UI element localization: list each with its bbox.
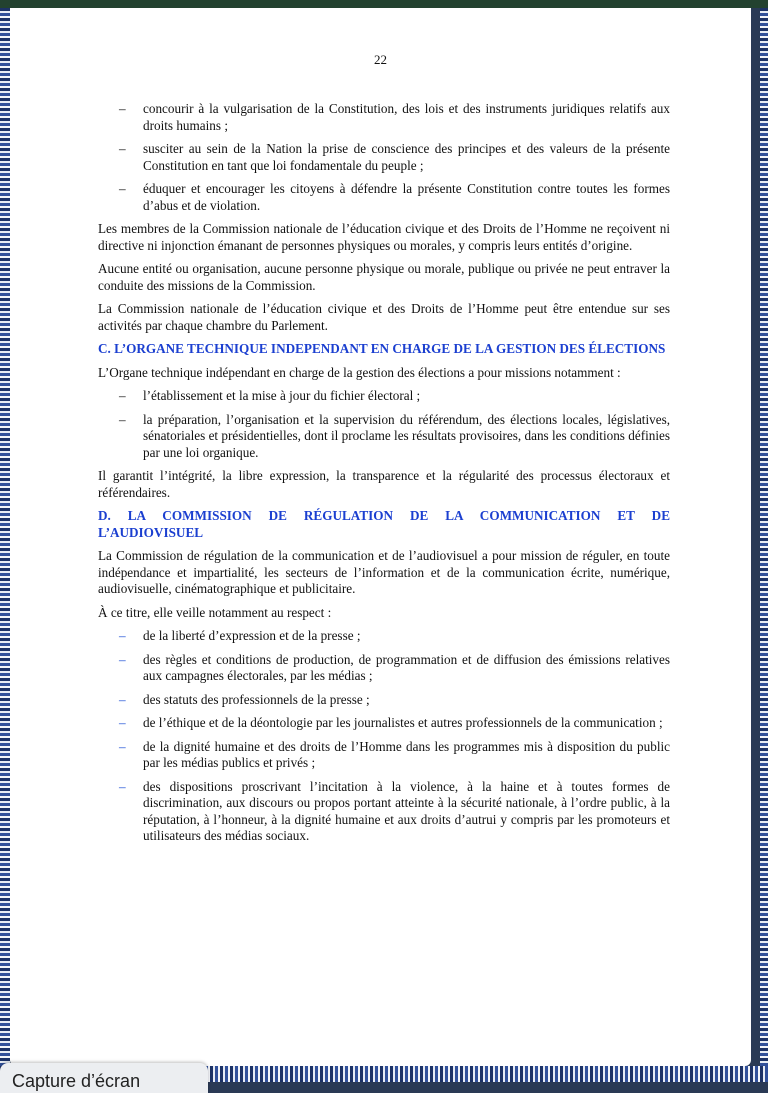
list-item-text: la préparation, l’organisation et la supervision du référendum, des élections locales, législatives, sénatoriales et présidentielles, dont il proclame les résultats provisoires, dans les conditions définies par une loi organique.: [143, 411, 670, 460]
list-item-text: de la liberté d’expression et de la presse ;: [143, 628, 361, 643]
dash-bullet: –: [119, 715, 126, 730]
list-item-text: susciter au sein de la Nation la prise de conscience des principes et des valeurs de la présente Constitution en tant que loi fondamentale du peuple ;: [143, 141, 670, 173]
list-item: [98, 628, 670, 645]
dash-bullet: –: [119, 691, 126, 707]
page-number: 22: [374, 52, 387, 67]
paragraph: La Commission nationale de l’éducation civique et des Droits de l’Homme peut être entendue sur ses activités par chaque chambre du Parlement.: [98, 301, 670, 333]
section-heading-d: D. LA COMMISSION DE RÉGULATION DE LA COMMUNICATION ET DE L’AUDIOVISUEL: [98, 508, 670, 540]
list-item: [98, 412, 670, 462]
paragraph: Aucune entité ou organisation, aucune personne physique ou morale, publique ou privée ne peut entraver la conduite des missions de la Commission.: [98, 261, 670, 293]
list-item: [98, 388, 670, 405]
paragraph: Il garantit l’intégrité, la libre expression, la transparence et la régularité des processus électoraux et référendaires.: [98, 468, 670, 500]
document-page: [10, 8, 751, 1066]
list-regulation-respect: [98, 628, 670, 845]
dash-bullet: –: [119, 101, 126, 116]
list-item: [98, 141, 670, 174]
list-item-text: des statuts des professionnels de la presse ;: [143, 691, 370, 707]
list-item: [98, 779, 670, 845]
dash-bullet: –: [119, 388, 126, 403]
list-item-text: l’établissement et la mise à jour du fichier électoral ;: [143, 388, 421, 403]
dash-bullet: –: [119, 738, 126, 754]
list-item: [98, 692, 670, 709]
screenshot-tab-label: Capture d’écran: [12, 1071, 141, 1091]
list-item: [98, 101, 670, 134]
dash-bullet: –: [119, 778, 126, 794]
dash-bullet: –: [119, 651, 126, 667]
list-item: [98, 739, 670, 772]
decorative-border-right: [760, 8, 768, 1082]
paragraph: À ce titre, elle veille notamment au respect :: [98, 604, 332, 620]
paragraph: La Commission de régulation de la communication et de l’audiovisuel a pour mission de réguler, en toute indépendance et impartialité, les secteurs de l’information et de la communication écrite, numérique, audiovisuelle, cinématographique et publicitaire.: [98, 548, 670, 596]
decorative-border-left: [0, 8, 10, 1082]
list-election-missions: [98, 388, 670, 461]
list-item: [98, 652, 670, 685]
screenshot-tab[interactable]: [0, 1063, 208, 1093]
list-item-text: des règles et conditions de production, de programmation et de diffusion des émissions relatives aux campagnes électorales, par les médias ;: [143, 651, 670, 683]
dash-bullet: –: [119, 141, 126, 156]
dash-bullet: –: [119, 628, 126, 643]
list-item: [98, 181, 670, 214]
dash-bullet: –: [119, 411, 126, 427]
list-item-text: des dispositions proscrivant l’incitation à la violence, à la haine et à toutes formes de discrimination, aux discours ou propos portant atteinte à la sécurité nationale, à l’ordre public, à la réputation, à l’honneur, à la dignité humaine et aux droits d’autrui y compris par les promoteurs et utilisateurs des médias sociaux.: [143, 778, 670, 843]
dash-bullet: –: [119, 181, 126, 196]
paragraph: L’Organe technique indépendant en charge de la gestion des élections a pour missions notamment :: [98, 364, 621, 380]
window-top-bar: [0, 0, 768, 8]
list-item-text: concourir à la vulgarisation de la Constitution, des lois et des instruments juridiques relatifs aux droits humains ;: [143, 101, 670, 133]
paragraph: Les membres de la Commission nationale de l’éducation civique et des Droits de l’Homme ne reçoivent ni directive ni injonction émanant de personnes physiques ou morales, y compris leurs entités d’origine.: [98, 221, 670, 253]
list-item-text: éduquer et encourager les citoyens à défendre la présente Constitution contre toutes les formes d’abus et de violation.: [143, 181, 670, 213]
list-item: [98, 715, 670, 732]
list-commission-missions: [98, 101, 670, 214]
page-content: [98, 101, 670, 852]
list-item-text: de l’éthique et de la déontologie par les journalistes et autres professionnels de la communication ;: [143, 715, 663, 730]
list-item-text: de la dignité humaine et des droits de l’Homme dans les programmes mis à disposition du public par les médias publics et privés ;: [143, 738, 670, 770]
section-heading-c: C. L’ORGANE TECHNIQUE INDEPENDANT EN CHARGE DE LA GESTION DES ÉLECTIONS: [98, 341, 666, 356]
